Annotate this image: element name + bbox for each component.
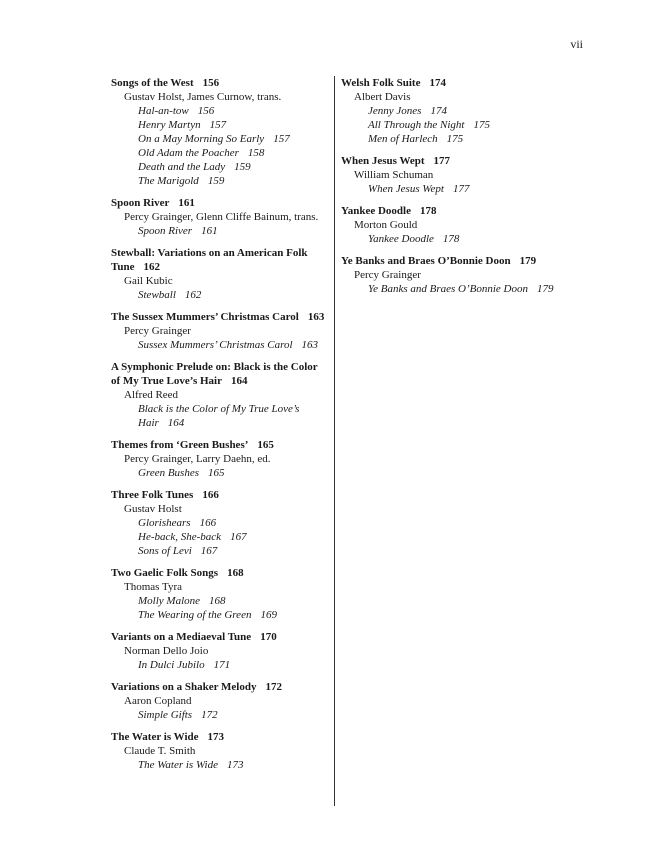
entry-title-text: Themes from ‘Green Bushes’: [111, 439, 249, 451]
piece-item: [111, 544, 327, 558]
entry-title-text: Three Folk Tunes: [111, 489, 194, 501]
piece-item: [111, 594, 327, 608]
piece-title: Hal-an-tow: [138, 105, 189, 117]
entry-title-text: The Sussex Mummers’ Christmas Carol: [111, 311, 299, 323]
piece-page-number: 168: [209, 595, 226, 607]
toc-column-left: [111, 76, 327, 780]
entry-composer: Morton Gould: [354, 219, 418, 231]
entry-composer: Percy Grainger: [124, 325, 191, 337]
toc-entry: [111, 246, 327, 302]
entry-title: [111, 196, 327, 210]
piece-item: [111, 338, 327, 352]
piece-page-number: 178: [442, 233, 460, 245]
toc-entry: [111, 76, 327, 188]
entry-title: [111, 488, 327, 502]
entry-composer: Percy Grainger, Larry Daehn, ed.: [124, 453, 271, 465]
toc-entry: [111, 196, 327, 238]
entry-composer: Gustav Holst, James Curnow, trans.: [124, 91, 282, 103]
toc-entry: [341, 204, 591, 246]
entry-page-number: 179: [519, 255, 537, 267]
entry-composer: Alfred Reed: [124, 389, 179, 401]
piece-page-number: 159: [207, 175, 225, 187]
piece-item: [341, 132, 591, 146]
entry-title: [111, 630, 327, 644]
entry-title: [111, 680, 327, 694]
toc-entry: [341, 154, 591, 196]
piece-item: [111, 402, 327, 430]
entry-title: [111, 730, 327, 744]
toc-entry: [341, 76, 591, 146]
piece-item: [341, 118, 591, 132]
entry-title: [341, 204, 591, 218]
piece-title: Ye Banks and Braes O’Bonnie Doon: [368, 283, 528, 295]
toc-entry: [111, 630, 327, 672]
entry-page-number: 172: [265, 681, 282, 693]
piece-page-number: 173: [226, 759, 244, 771]
piece-item: [111, 530, 327, 544]
piece-page-number: 165: [208, 467, 225, 479]
piece-title: Death and the Lady: [138, 161, 226, 173]
toc-entry: [111, 566, 327, 622]
piece-item: [341, 282, 591, 296]
piece-item: [111, 104, 327, 118]
piece-page-number: 169: [260, 609, 277, 621]
entry-title-text: Variations on a Shaker Melody: [111, 681, 257, 693]
entry-title: [111, 566, 327, 580]
entry-composer: Percy Grainger: [354, 269, 421, 281]
piece-item: [111, 288, 327, 302]
entry-composer: Percy Grainger, Glenn Cliffe Bainum, trans.: [124, 211, 319, 223]
piece-title: When Jesus Wept: [368, 183, 444, 195]
piece-page-number: 174: [430, 105, 447, 117]
entry-composer: William Schuman: [354, 169, 434, 181]
piece-page-number: 167: [200, 545, 218, 557]
entry-title-text: Two Gaelic Folk Songs: [111, 567, 219, 579]
piece-page-number: 175: [446, 133, 464, 145]
column-divider: [334, 76, 335, 806]
piece-page-number: 171: [213, 659, 231, 671]
entry-composer: Albert Davis: [354, 91, 411, 103]
entry-title: [111, 246, 327, 274]
piece-title: Glorishears: [138, 517, 191, 529]
piece-title: Sussex Mummers’ Christmas Carol: [138, 339, 293, 351]
entry-page-number: 165: [257, 439, 274, 451]
entry-title: [341, 76, 591, 90]
entry-title-text: A Symphonic Prelude on: Black is the Color of My True Love’s Hair: [111, 361, 318, 387]
toc-column-right: [341, 76, 591, 304]
piece-page-number: 159: [234, 161, 251, 173]
piece-item: [341, 104, 591, 118]
entry-title-text: When Jesus Wept: [341, 155, 425, 167]
entry-page-number: 156: [202, 77, 220, 89]
piece-title: Sons of Levi: [138, 545, 192, 557]
piece-title: Jenny Jones: [368, 105, 422, 117]
entry-page-number: 162: [143, 261, 160, 273]
piece-title: Henry Martyn: [138, 119, 201, 131]
piece-item: [111, 224, 327, 238]
piece-title: Old Adam the Poacher: [138, 147, 239, 159]
entry-title: [341, 154, 591, 168]
entry-title-text: The Water is Wide: [111, 731, 199, 743]
entry-title: [111, 360, 327, 388]
piece-title: The Water is Wide: [138, 759, 218, 771]
entry-page-number: 163: [307, 311, 325, 323]
toc-entry: [341, 254, 591, 296]
entry-page-number: 168: [227, 567, 244, 579]
entry-title-text: Welsh Folk Suite: [341, 77, 421, 89]
piece-item: [111, 516, 327, 530]
piece-page-number: 167: [230, 531, 247, 543]
toc-entry: [111, 360, 327, 430]
entry-composer: Gail Kubic: [124, 275, 173, 287]
piece-item: [111, 118, 327, 132]
piece-item: [111, 146, 327, 160]
entry-composer: Aaron Copland: [124, 695, 192, 707]
piece-page-number: 156: [197, 105, 215, 117]
entry-page-number: 174: [429, 77, 446, 89]
piece-title: Yankee Doodle: [368, 233, 434, 245]
piece-item: [111, 658, 327, 672]
piece-item: [111, 466, 327, 480]
entry-page-number: 177: [433, 155, 451, 167]
toc-entry: [111, 488, 327, 558]
piece-item: [111, 174, 327, 188]
entry-page-number: 173: [207, 731, 225, 743]
piece-page-number: 163: [301, 339, 319, 351]
toc-entry: [111, 680, 327, 722]
piece-page-number: 162: [184, 289, 202, 301]
entry-title-text: Songs of the West: [111, 77, 194, 89]
entry-title: [111, 76, 327, 90]
piece-item: [341, 182, 591, 196]
entry-composer: Claude T. Smith: [124, 745, 196, 757]
entry-title-text: Stewball: Variations on an American Folk Tune: [111, 247, 308, 273]
piece-title: Stewball: [138, 289, 176, 301]
toc-entry: [111, 310, 327, 352]
entry-page-number: 161: [178, 197, 195, 209]
piece-item: [111, 708, 327, 722]
entry-title-text: Yankee Doodle: [341, 205, 411, 217]
entry-composer: Gustav Holst: [124, 503, 182, 515]
entry-title-text: Spoon River: [111, 197, 170, 209]
piece-page-number: 161: [201, 225, 218, 237]
entry-composer: Thomas Tyra: [124, 581, 182, 593]
entry-composer: Norman Dello Joio: [124, 645, 209, 657]
entry-title: [341, 254, 591, 268]
entry-title: [111, 438, 327, 452]
piece-page-number: 166: [199, 517, 217, 529]
toc-entry: [111, 730, 327, 772]
entry-title-text: Variants on a Mediaeval Tune: [111, 631, 252, 643]
piece-item: [341, 232, 591, 246]
piece-title: Men of Harlech: [368, 133, 438, 145]
piece-title: Simple Gifts: [138, 709, 193, 721]
piece-page-number: 157: [273, 133, 290, 145]
piece-title: All Through the Night: [368, 119, 465, 131]
toc-entry: [111, 438, 327, 480]
piece-page-number: 157: [209, 119, 227, 131]
piece-title: The Wearing of the Green: [138, 609, 252, 621]
piece-title: Green Bushes: [138, 467, 199, 479]
piece-item: [111, 132, 327, 146]
piece-title: Molly Malone: [138, 595, 201, 607]
piece-title: He-back, She-back: [138, 531, 222, 543]
entry-title: [111, 310, 327, 324]
piece-title: In Dulci Jubilo: [138, 659, 205, 671]
piece-item: [111, 608, 327, 622]
entry-page-number: 170: [260, 631, 277, 643]
piece-page-number: 175: [473, 119, 490, 131]
page-number: vii: [570, 37, 583, 51]
piece-item: [111, 758, 327, 772]
piece-title: On a May Morning So Early: [138, 133, 265, 145]
piece-title: The Marigold: [138, 175, 199, 187]
entry-page-number: 164: [231, 375, 248, 387]
entry-page-number: 166: [202, 489, 219, 501]
piece-title: Black is the Color of My True Love’s Hair: [138, 403, 300, 429]
piece-item: [111, 160, 327, 174]
entry-page-number: 178: [419, 205, 437, 217]
piece-page-number: 179: [537, 283, 554, 295]
piece-title: Spoon River: [138, 225, 193, 237]
piece-page-number: 164: [167, 417, 185, 429]
piece-page-number: 158: [247, 147, 265, 159]
piece-page-number: 177: [452, 183, 470, 195]
entry-title-text: Ye Banks and Braes O’Bonnie Doon: [341, 255, 511, 267]
piece-page-number: 172: [201, 709, 218, 721]
